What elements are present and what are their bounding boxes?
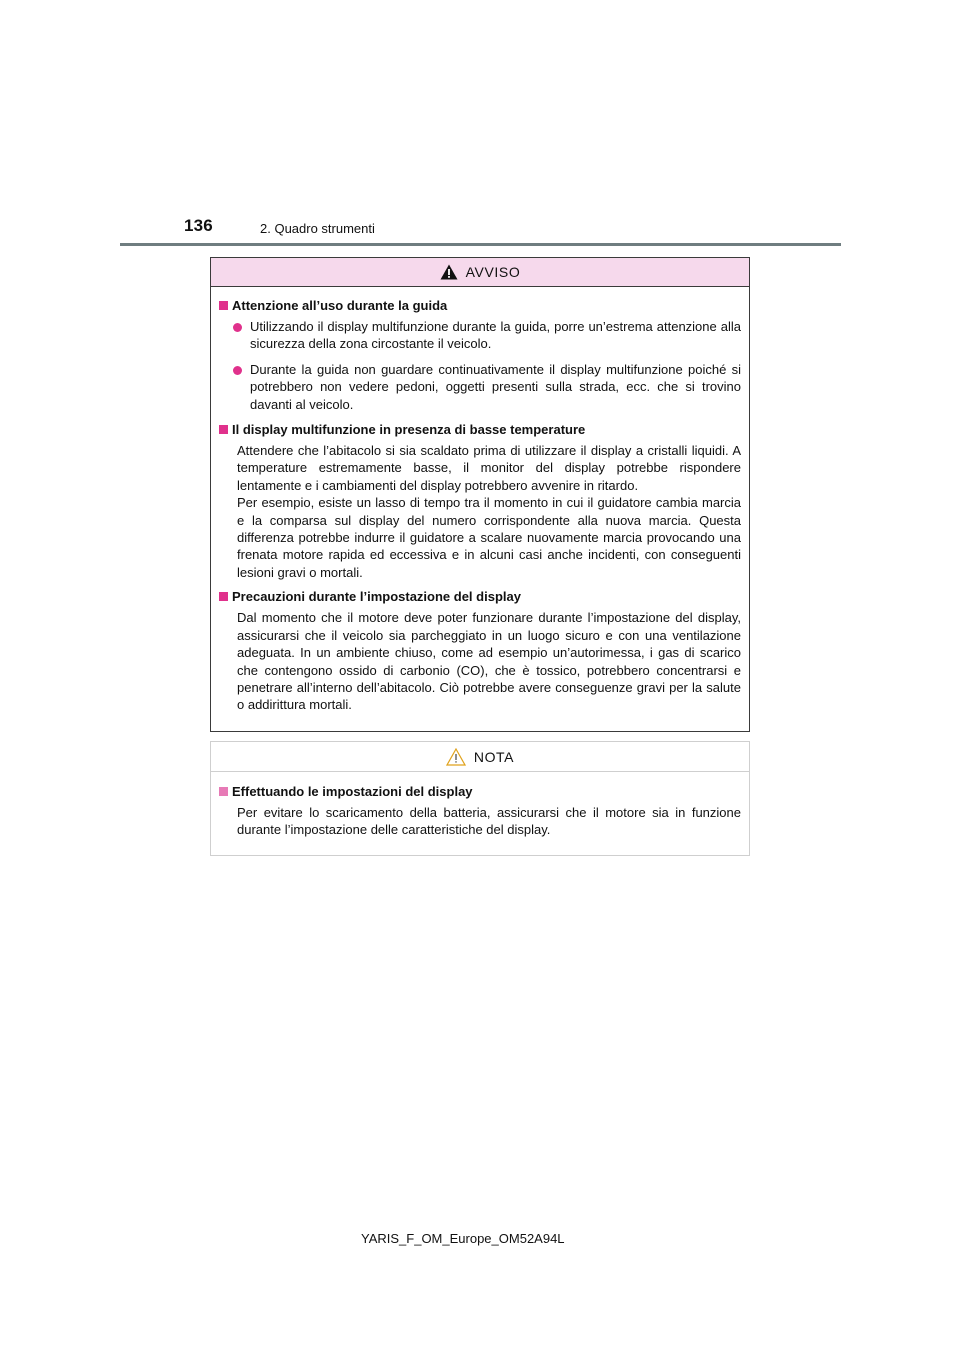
note-box [210, 741, 750, 856]
warning-box [210, 257, 750, 732]
note-title: NOTA [473, 748, 515, 765]
header-divider [120, 243, 841, 246]
document-code: YARIS_F_OM_Europe_OM52A94L [361, 1231, 565, 1246]
list-item-text: Durante la guida non guardare continuativamente il display multifunzione poiché si potrebbero non vedere pedoni, oggetti presenti sulla strada, ecc. che si trovino davanti al veicolo. [250, 361, 741, 412]
list-item [233, 318, 741, 353]
section-heading [219, 588, 741, 606]
square-bullet-icon [219, 592, 228, 601]
page-number: 136 [184, 216, 213, 235]
round-bullet-icon [233, 366, 242, 375]
square-bullet-icon [219, 425, 228, 434]
warning-title: AVVISO [465, 264, 521, 280]
section-heading [219, 297, 741, 315]
section-title: 2. Quadro strumenti [260, 221, 375, 236]
square-bullet-icon [219, 787, 228, 796]
note-header [211, 742, 749, 772]
warning-triangle-outline-icon [446, 748, 466, 766]
section-heading [219, 783, 741, 801]
list-item [233, 361, 741, 413]
body-paragraph: Per evitare lo scaricamento della batteria, assicurarsi che il motore sia in funzione durante l’impostazione delle caratteristiche del display. [237, 805, 741, 838]
warning-header [211, 258, 749, 287]
round-bullet-icon [233, 323, 242, 332]
warning-triangle-filled-icon [440, 264, 458, 280]
body-paragraph: Per esempio, esiste un lasso di tempo tra il momento in cui il guidatore cambia marcia e la comparsa sul display del numero corrispondente alla nuova marcia. Questa differenza potrebbe indurre il guidatore a scalare nuovamente marcia provocando una frenata motore rapida ed eccessiva e in alcuni casi anche incidenti, con conseguenti lesioni gravi o mortali. [237, 495, 741, 580]
square-bullet-icon [219, 301, 228, 310]
section-heading-text: Il display multifunzione in presenza di basse temperature [232, 422, 586, 438]
section-heading-text: Attenzione all’uso durante la guida [232, 298, 448, 313]
section-heading-text: Precauzioni durante l’impostazione del display [232, 589, 521, 605]
section-heading-text: Effettuando le impostazioni del display [232, 784, 473, 799]
body-paragraph: Dal momento che il motore deve poter funzionare durante l’impostazione del display, assicurarsi che il veicolo sia parcheggiato in un luogo sicuro e con una ventilazione adeguata. In un ambiente chiuso, come ad esempio un’autorimessa, i gas di scarico che contengono ossido di carbonio (CO), che è tossico, potrebbero concentrarsi e penetrare all’interno dell’abitacolo. Ciò potrebbe avere conseguenze gravi per la salute o addirittura mortali. [237, 610, 741, 713]
body-paragraph: Attendere che l’abitacolo si sia scaldato prima di utilizzare il display a cristalli liquidi. A temperature estremamente basse, il monitor del display potrebbe rispondere lentamente e i cambiamenti del display potrebbero avvenire in ritardo. [237, 443, 741, 493]
section-heading [219, 421, 741, 439]
list-item-text: Utilizzando il display multifunzione durante la guida, porre un’estrema attenzione alla sicurezza della zona circostante il veicolo. [250, 319, 741, 352]
